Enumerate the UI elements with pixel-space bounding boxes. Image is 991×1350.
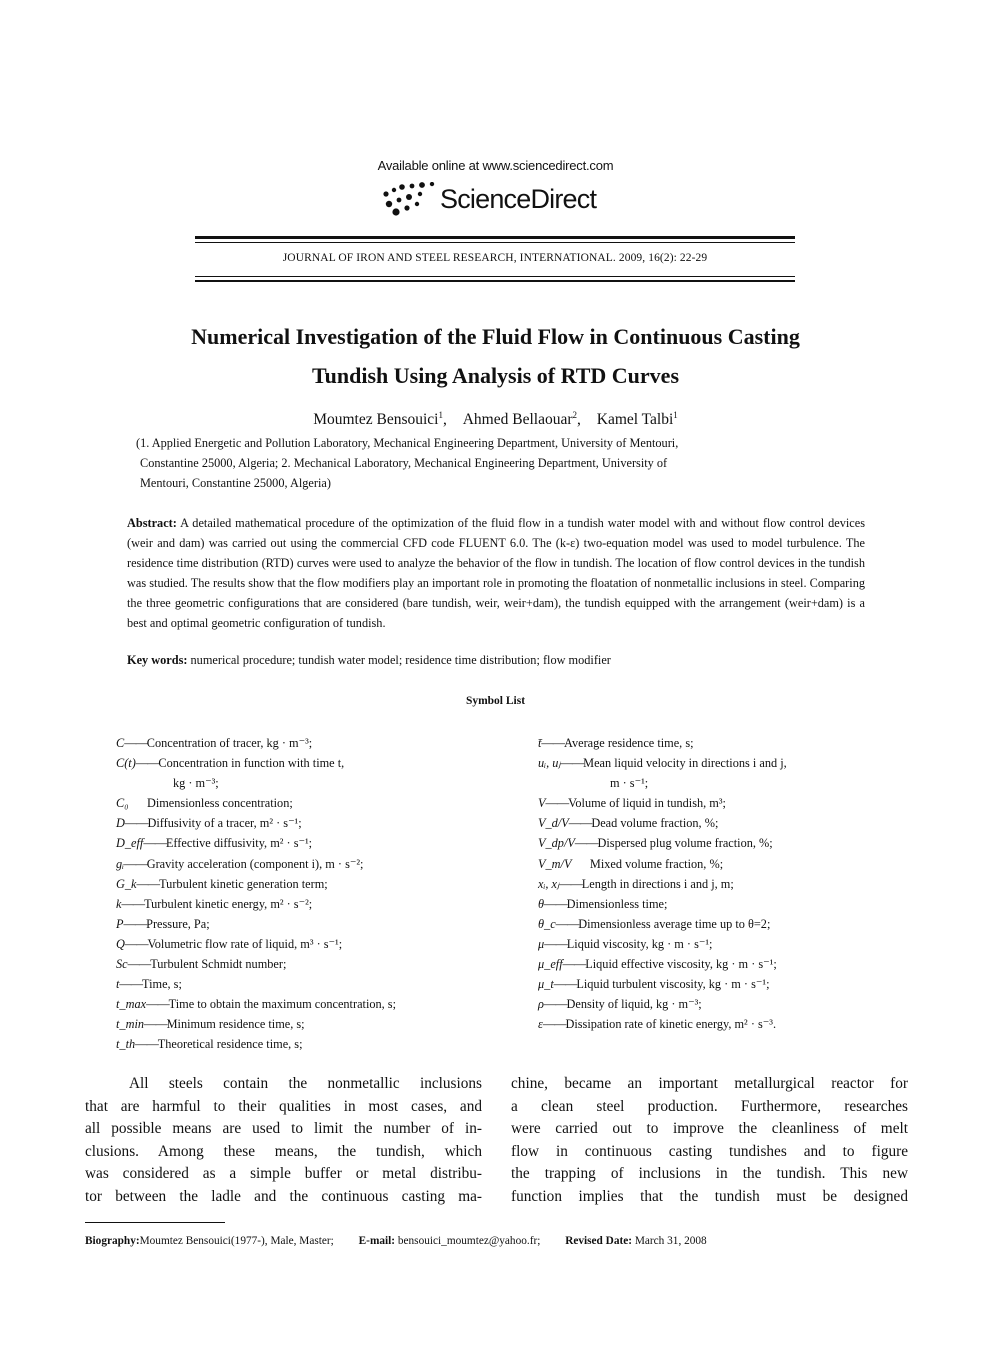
- symbol-entry: μ_eff——Liquid effective viscosity, kg · m · s⁻¹;: [538, 957, 777, 972]
- sciencedirect-dots-icon: [380, 182, 438, 218]
- symbol-entry: t_min——Minimum residence time, s;: [116, 1017, 305, 1032]
- biography-label: Biography:: [85, 1235, 140, 1247]
- symbol-entry: θ_c——Dimensionless average time up to θ=2;: [538, 916, 771, 931]
- revised-date: March 31, 2008: [634, 1235, 707, 1247]
- email-label: E-mail:: [358, 1235, 396, 1247]
- symbol-entry: t̄——Average residence time, s;: [538, 736, 694, 750]
- email-address: bensouici_moumtez@yahoo.fr;: [397, 1235, 541, 1247]
- header-rule-top: [195, 236, 795, 239]
- symbol-entry: V——Volume of liquid in tundish, m³;: [538, 796, 726, 811]
- body-line: All steels contain the nonmetallic inclusions: [129, 1075, 482, 1092]
- symbol-entry: C(t)——Concentration in function with time t,: [116, 756, 345, 771]
- symbol-entry: V_dp/V——Dispersed plug volume fraction, %;: [538, 836, 773, 851]
- keywords-label: Key words:: [127, 653, 188, 667]
- body-column-left: [85, 1073, 482, 1208]
- symbol-entry: μ_t——Liquid turbulent viscosity, kg · m · s⁻¹;: [538, 977, 770, 992]
- body-line: flow in continuous casting tundishes and to figure: [511, 1142, 908, 1160]
- header-rule-bottom: [195, 280, 795, 282]
- symbol-entry: k——Turbulent kinetic energy, m² · s⁻²;: [116, 896, 313, 911]
- symbol-entry-continuation: kg · m⁻³;: [173, 776, 219, 791]
- symbol-entry: C₀ Dimensionless concentration;: [116, 796, 293, 811]
- symbol-entry: V_d/V——Dead volume fraction, %;: [538, 816, 719, 831]
- symbol-entry: Q——Volumetric flow rate of liquid, m³ · s⁻¹;: [116, 936, 343, 951]
- affiliation-line: Mentouri, Constantine 25000, Algeria): [140, 476, 331, 490]
- abstract: [127, 513, 865, 633]
- symbol-entry: G_k——Turbulent kinetic generation term;: [116, 876, 328, 891]
- paper-title-line-2: Tundish Using Analysis of RTD Curves: [311, 363, 680, 388]
- available-online-note: Available online at www.sciencedirect.com: [377, 158, 614, 173]
- symbol-entry: t_th——Theoretical residence time, s;: [116, 1037, 303, 1052]
- symbol-entry: t——Time, s;: [116, 977, 182, 992]
- body-line: that are harmful to their qualities in most cases, and: [85, 1097, 482, 1115]
- symbol-entry: D——Diffusivity of a tracer, m² · s⁻¹;: [116, 816, 302, 831]
- body-line: a clean steel production. Furthermore, researches: [511, 1097, 908, 1115]
- body-line: all possible means are used to limit the number of in-: [85, 1120, 482, 1137]
- footnote-rule: [85, 1222, 225, 1223]
- symbol-list-left: [116, 733, 496, 1055]
- author-list: [0, 410, 991, 429]
- symbol-entry: gᵢ——Gravity acceleration (component i), m · s⁻²;: [116, 856, 364, 871]
- affiliation-line: Constantine 25000, Algeria; 2. Mechanical Laboratory, Mechanical Engineering Department, University of: [140, 456, 668, 470]
- body-line: tor between the ladle and the continuous casting ma-: [85, 1187, 482, 1205]
- author: Kamel Talbi$^1$: [596, 410, 678, 429]
- symbol-entry: t_max——Time to obtain the maximum concentration, s;: [116, 997, 397, 1012]
- symbol-entry: uᵢ, uⱼ——Mean liquid velocity in directions i and j,: [538, 756, 787, 771]
- sciencedirect-logo: [380, 178, 620, 222]
- symbol-entry: D_eff——Effective diffusivity, m² · s⁻¹;: [116, 836, 313, 851]
- paper-title: [100, 317, 891, 395]
- body-line: chine, became an important metallurgical reactor for: [511, 1075, 908, 1092]
- body-line: was considered as a simple buffer or metal distribu-: [85, 1165, 482, 1182]
- footnote: [85, 1235, 905, 1247]
- symbol-entry: μ——Liquid viscosity, kg · m · s⁻¹;: [538, 936, 713, 951]
- affiliation-line: (1. Applied Energetic and Pollution Laboratory, Mechanical Engineering Department, University of Mentouri,: [136, 436, 679, 450]
- symbol-entry: C——Concentration of tracer, kg · m⁻³;: [116, 736, 313, 750]
- symbol-entry: θ——Dimensionless time;: [538, 896, 668, 911]
- biography-text: Moumtez Bensouici(1977-), Male, Master;: [139, 1235, 334, 1247]
- symbol-entry-continuation: m · s⁻¹;: [610, 776, 649, 791]
- symbol-entry: ρ——Density of liquid, kg · m⁻³;: [538, 997, 702, 1012]
- abstract-text: A detailed mathematical procedure of the optimization of the fluid flow in a tundish water model with and without flow control devices (weir and dam) was carried out using the commercial CFD code FLUENT 6.0. The (k-ε) two-equation model was used to model turbulence. The residence time distribution (RTD) curves were used to analyze the behavior of the flow in tundish. The location of flow control devices in the tundish was studied. The results show that the flow modifiers play an important role in promoting the floatation of nonmetallic inclusions in steel. Comparing the three geometric configurations that are considered (bare tundish, weir, weir+dam), the tundish equipped with the arrangement (weir+dam) is a best and optimal geometric configuration of tundish.: [127, 516, 865, 630]
- affiliations: [136, 433, 850, 493]
- symbol-entry: V_m/V Mixed volume fraction, %;: [538, 856, 724, 871]
- symbol-list-heading: Symbol List: [465, 695, 526, 707]
- symbol-entry: ε——Dissipation rate of kinetic energy, m² · s⁻³.: [538, 1017, 777, 1032]
- author: Moumtez Bensouici$^1$,: [313, 410, 447, 429]
- body-line: clusions. Among these means, the tundish, which: [85, 1142, 482, 1160]
- symbol-list-right: [538, 733, 898, 1034]
- keywords-text: numerical procedure; tundish water model; residence time distribution; flow modifier: [190, 653, 611, 667]
- journal-citation: JOURNAL OF IRON AND STEEL RESEARCH, INTERNATIONAL. 2009, 16(2): 22-29: [282, 252, 708, 264]
- body-line: the trapping of inclusions in the tundish. This new: [511, 1165, 908, 1182]
- revised-date-label: Revised Date:: [565, 1235, 633, 1247]
- header-rule-top-thin: [195, 242, 795, 243]
- symbol-entry: P——Pressure, Pa;: [116, 916, 210, 931]
- keywords: [127, 653, 865, 668]
- symbol-entry: Sc——Turbulent Schmidt number;: [116, 957, 287, 972]
- abstract-label: Abstract:: [127, 516, 177, 530]
- author: Ahmed Bellaouar$^2$,: [462, 410, 581, 429]
- sciencedirect-wordmark: ScienceDirect: [440, 184, 597, 214]
- body-line: function implies that the tundish must be designed: [511, 1187, 908, 1205]
- symbol-entry: xᵢ, xⱼ——Length in directions i and j, m;: [538, 876, 734, 891]
- body-line: were carried out to improve the cleanliness of melt: [511, 1120, 908, 1137]
- body-column-right: [511, 1073, 908, 1208]
- header-rule-bottom-thin: [195, 276, 795, 277]
- paper-title-line-1: Numerical Investigation of the Fluid Flow in Continuous Casting: [191, 324, 800, 349]
